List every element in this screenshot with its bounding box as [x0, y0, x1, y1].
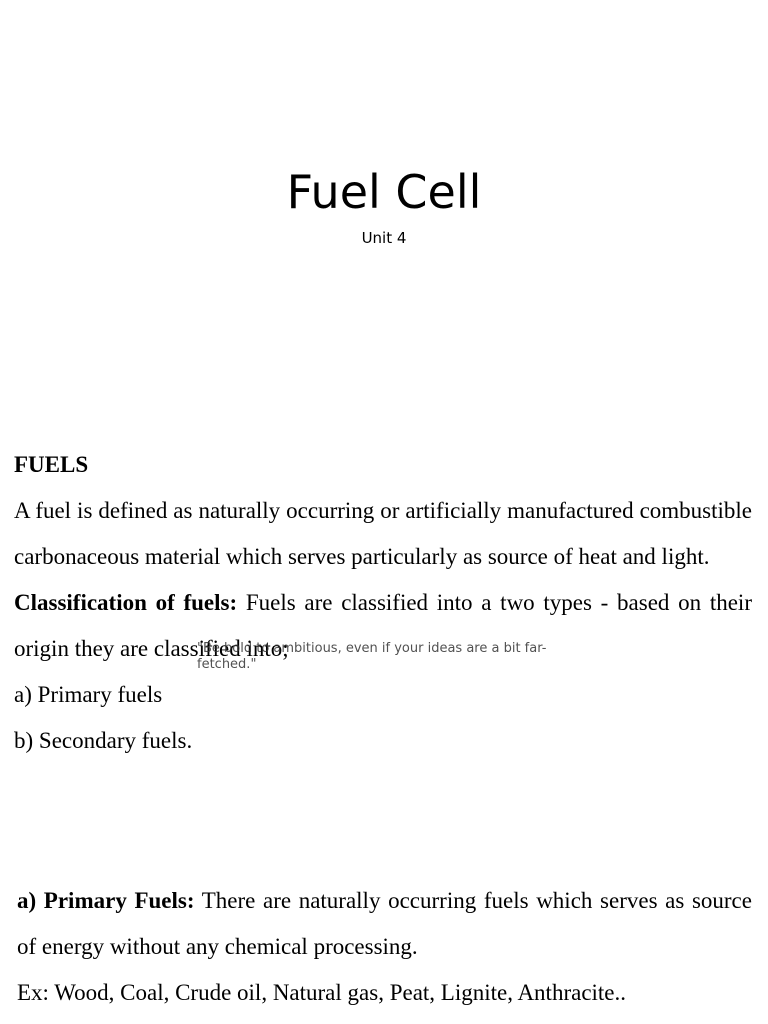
list-item-secondary: b) Secondary fuels.: [14, 728, 193, 753]
primary-fuels-section: [17, 878, 752, 1016]
page-subtitle: Unit 4: [361, 229, 407, 247]
fuel-definition: A fuel is defined as naturally occurring or artificially manufactured combustible carbonaceous material which serves particularly as source of heat and light.: [14, 498, 752, 569]
primary-fuels-paragraph: [17, 878, 752, 970]
fuels-section: [14, 442, 752, 764]
list-item-primary: a) Primary fuels: [14, 682, 163, 707]
primary-fuels-examples: Ex: Wood, Coal, Crude oil, Natural gas, Peat, Lignite, Anthracite..: [17, 980, 627, 1005]
primary-fuels-label: a) Primary Fuels:: [17, 888, 195, 913]
section-heading: FUELS: [14, 452, 89, 477]
classification-label: Classification of fuels:: [14, 590, 238, 615]
primary-fuels-text: There are naturally occurring fuels which serves as source of energy without any chemical processing.: [17, 888, 752, 959]
page-title: Fuel Cell: [286, 165, 482, 219]
title-slide: [0, 160, 768, 248]
overlay-quote: "Be bold to ambitious, even if your ideas are a bit far-fetched.": [197, 641, 547, 672]
classification-text: Fuels are classified into a two types - based on their origin they are classified into;: [14, 590, 752, 661]
